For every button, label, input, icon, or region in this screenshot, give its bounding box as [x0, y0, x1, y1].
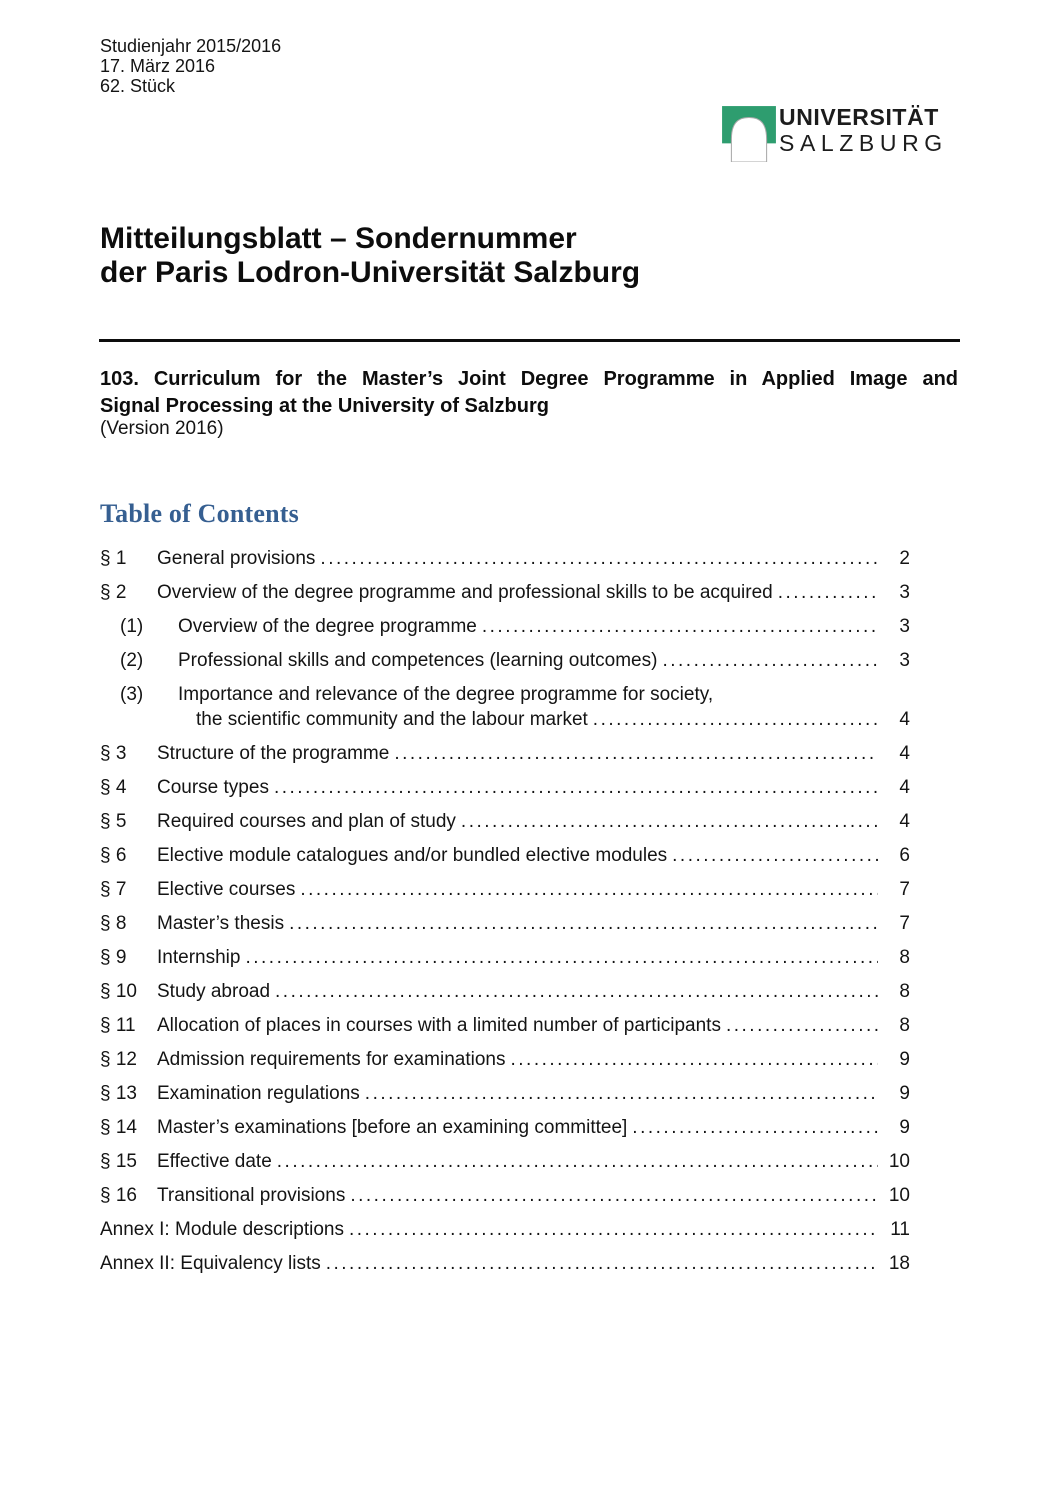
toc-entry [100, 1047, 910, 1072]
toc-page-number: 3 [899, 650, 910, 671]
toc-entry [100, 1013, 910, 1038]
toc-leader-dots [778, 580, 878, 605]
toc-entry-label: § 15 [100, 1151, 137, 1172]
toc-entry [100, 775, 910, 800]
toc-leader-dots [461, 809, 878, 834]
toc-entry-continuation [100, 707, 910, 732]
page-title-line2: der Paris Lodron-Universität Salzburg [100, 256, 641, 289]
toc-page-number: 3 [899, 616, 910, 637]
toc-entry-label: (3) [120, 684, 144, 705]
toc-page-number: 18 [888, 1253, 910, 1274]
toc-entry-title: Annex I: Module descriptions [100, 1219, 344, 1240]
toc-leader-dots [365, 1081, 878, 1106]
toc-entry-title: Elective module catalogues and/or bundled elective modules [157, 845, 668, 866]
toc-leader-dots [394, 741, 878, 766]
toc-entry-label: § 3 [100, 743, 127, 764]
toc-page-number: 10 [888, 1185, 910, 1206]
toc-entry-title: Course types [157, 777, 269, 798]
toc-entry [100, 945, 910, 970]
toc-leader-dots [672, 843, 878, 868]
toc-entry-label: § 8 [100, 913, 127, 934]
toc-entry-title: Importance and relevance of the degree programme for society, [178, 684, 714, 705]
toc-leader-dots [593, 707, 878, 732]
page-title-line1: Mitteilungsblatt – Sondernummer [100, 222, 577, 255]
logo-line-universitaet: UNIVERSITÄT [779, 104, 939, 130]
toc-entry [100, 1251, 910, 1276]
toc-entry-title: Elective courses [157, 879, 296, 900]
toc-page-number: 10 [888, 1151, 910, 1172]
toc-entry-label: § 4 [100, 777, 127, 798]
toc-leader-dots [326, 1251, 878, 1276]
toc-leader-dots [349, 1217, 878, 1242]
toc-entry [100, 741, 910, 766]
toc-entry [100, 682, 910, 707]
horizontal-rule [99, 339, 960, 342]
toc-entry-title: Transitional provisions [157, 1185, 346, 1206]
toc-leader-dots [662, 648, 878, 673]
toc-entry-label: § 16 [100, 1185, 137, 1206]
toc-page-number: 7 [899, 879, 910, 900]
issue-number: 62. Stück [100, 76, 176, 96]
toc-entry [100, 911, 910, 936]
toc-leader-dots [511, 1047, 879, 1072]
toc-leader-dots [274, 775, 878, 800]
toc-heading: Table of Contents [100, 499, 299, 528]
toc-entry-title: General provisions [157, 548, 316, 569]
toc-leader-dots [300, 877, 878, 902]
toc-entry-title-line2: the scientific community and the labour market [196, 709, 588, 730]
toc-entry-title: Examination regulations [157, 1083, 360, 1104]
toc-entry-title: Study abroad [157, 981, 271, 1002]
logo-line-salzburg: SALZBURG [779, 130, 948, 156]
toc-entry-label: § 1 [100, 548, 127, 569]
toc-leader-dots [245, 945, 878, 970]
issue-study-year: Studienjahr 2015/2016 [100, 36, 282, 56]
toc-entry-label: § 7 [100, 879, 127, 900]
logo-wordmark [779, 104, 948, 156]
toc-entry-title: Master’s examinations [before an examining committee] [157, 1117, 628, 1138]
toc-entry [100, 979, 910, 1004]
toc-entry-title: Professional skills and competences (learning outcomes) [178, 650, 658, 671]
section-heading-line2: Signal Processing at the University of Salzburg [100, 395, 549, 417]
toc-page-number: 11 [890, 1219, 910, 1240]
toc-entry-label: § 10 [100, 981, 137, 1002]
toc-page-number: 4 [899, 777, 910, 798]
toc-entry-title: Master’s thesis [157, 913, 285, 934]
page-title [100, 222, 640, 290]
toc-entry-label: § 12 [100, 1049, 137, 1070]
toc-entry [100, 1115, 910, 1140]
toc-page-number: 9 [899, 1117, 910, 1138]
toc-entry [100, 877, 910, 902]
toc-page-number: 8 [899, 981, 910, 1002]
toc-entry-label: § 5 [100, 811, 127, 832]
toc-page-number: 4 [899, 811, 910, 832]
toc-entry [100, 546, 910, 571]
toc-page-number: 7 [899, 913, 910, 934]
toc-leader-dots [350, 1183, 878, 1208]
toc-page-number: 4 [899, 709, 910, 730]
toc-entry [100, 1217, 910, 1242]
toc-entry [100, 1183, 910, 1208]
toc-entries [100, 546, 910, 1285]
toc-page-number: 8 [899, 947, 910, 968]
toc-entry-title: Internship [157, 947, 241, 968]
toc-entry-label: § 6 [100, 845, 127, 866]
toc-leader-dots [482, 614, 878, 639]
toc-entry-title: Overview of the degree programme [178, 616, 477, 637]
toc-entry [100, 843, 910, 868]
issue-meta-block [100, 36, 281, 96]
university-arch-icon [722, 104, 776, 162]
toc-page-number: 3 [899, 582, 910, 603]
toc-entry [100, 648, 910, 673]
toc-leader-dots [289, 911, 878, 936]
toc-entry-label: § 13 [100, 1083, 137, 1104]
section-version: (Version 2016) [100, 418, 224, 439]
toc-page-number: 9 [899, 1049, 910, 1070]
toc-entry-title: Overview of the degree programme and professional skills to be acquired [157, 582, 773, 603]
toc-page-number: 4 [899, 743, 910, 764]
toc-page-number: 8 [899, 1015, 910, 1036]
toc-leader-dots [320, 546, 878, 571]
toc-entry-label: (2) [120, 650, 144, 671]
toc-entry [100, 1081, 910, 1106]
toc-entry-label: § 11 [100, 1015, 136, 1036]
toc-entry-title: Admission requirements for examinations [157, 1049, 506, 1070]
toc-entry [100, 809, 910, 834]
toc-page-number: 9 [899, 1083, 910, 1104]
toc-entry-title: Required courses and plan of study [157, 811, 456, 832]
toc-entry [100, 580, 910, 605]
toc-entry [100, 614, 910, 639]
toc-entry-title: Allocation of places in courses with a limited number of participants [157, 1015, 721, 1036]
toc-leader-dots [277, 1149, 878, 1174]
toc-entry-label: § 2 [100, 582, 127, 603]
toc-entry [100, 1149, 910, 1174]
section-heading-line1: 103. Curriculum for the Master’s Joint Degree Programme in Applied Image and [100, 368, 958, 390]
toc-entry-title: Effective date [157, 1151, 272, 1172]
section-heading [100, 366, 958, 420]
toc-page-number: 6 [899, 845, 910, 866]
toc-entry-label: (1) [120, 616, 144, 637]
toc-leader-dots [726, 1013, 878, 1038]
university-salzburg-logo [722, 104, 948, 162]
toc-leader-dots [632, 1115, 878, 1140]
toc-page-number: 2 [899, 548, 910, 569]
toc-entry-label: § 9 [100, 947, 127, 968]
toc-leader-dots [275, 979, 878, 1004]
toc-entry-title: Structure of the programme [157, 743, 390, 764]
toc-entry-label: § 14 [100, 1117, 137, 1138]
issue-date: 17. März 2016 [100, 56, 216, 76]
toc-entry-title: Annex II: Equivalency lists [100, 1253, 321, 1274]
